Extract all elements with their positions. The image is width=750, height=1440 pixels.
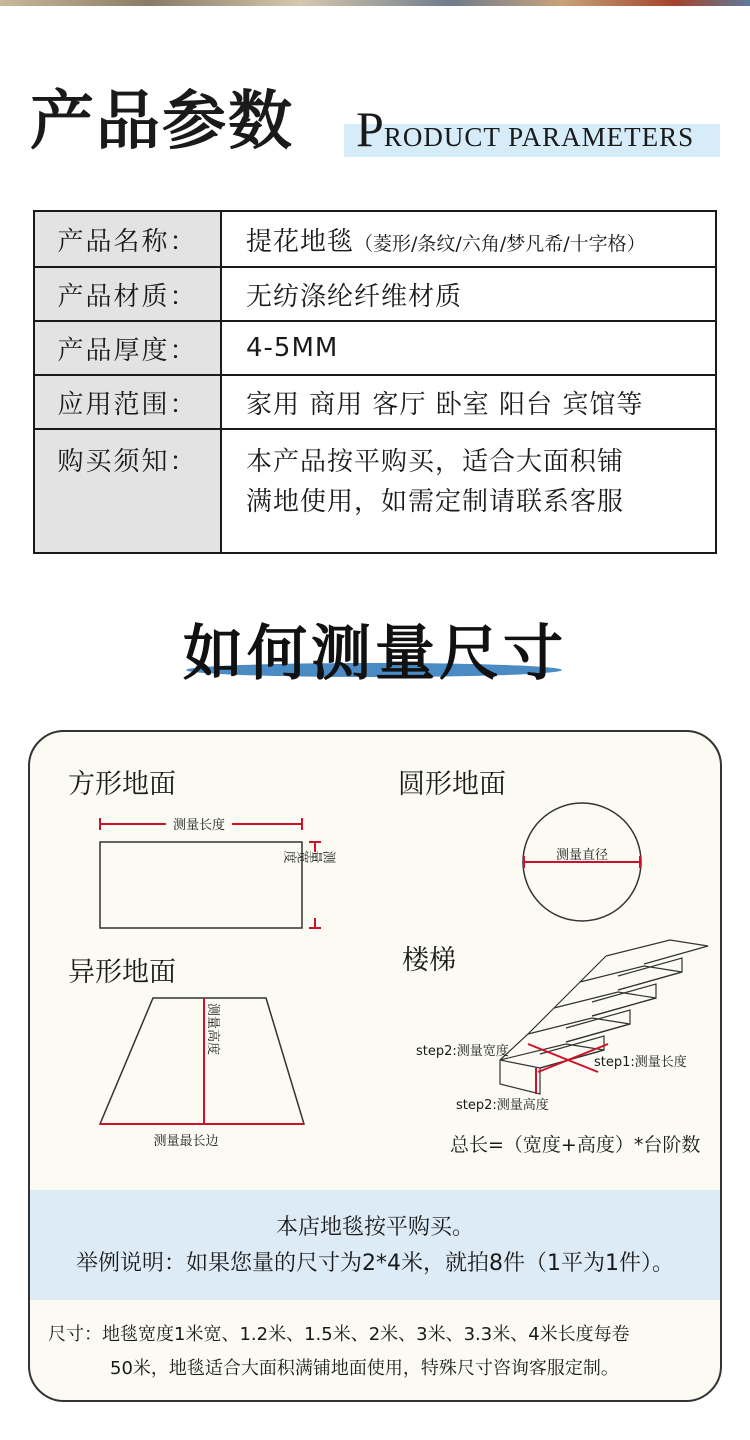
stairs-title: 楼梯 <box>402 945 456 976</box>
param-value <box>221 429 716 553</box>
param-row-thickness <box>34 321 716 375</box>
param-label: 产品厚度： <box>34 321 221 375</box>
size-info-line1: 尺寸：地毯宽度1米宽、1.2米、1.5米、2米、3米、3.3米、4米长度每卷 <box>48 1324 630 1345</box>
purchase-note-line2: 举例说明：如果您量的尺寸为2*4米，就拍8件（1平为1件）。 <box>76 1251 674 1276</box>
diameter-label: 测量直径 <box>555 848 609 863</box>
stair-riser-1 <box>500 1060 540 1094</box>
purchase-note-band <box>30 1190 720 1300</box>
irregular-diagram <box>100 998 304 1149</box>
param-value: 无纺涤纶纤维材质 <box>221 267 716 321</box>
param-label: 购买须知： <box>34 429 221 553</box>
stairs-formula: 总长=（宽度+高度）*台阶数 <box>450 1134 701 1156</box>
param-value: 4-5MM <box>221 321 716 375</box>
param-row-notice <box>34 429 716 553</box>
section-title-params: 产品参数 <box>30 84 294 159</box>
section-title-measure: 如何测量尺寸 <box>183 619 567 689</box>
stair-side <box>500 956 606 1060</box>
round-diagram <box>523 803 641 921</box>
square-shape <box>100 842 302 928</box>
title-en-rest: RODUCT PARAMETERS <box>383 122 695 152</box>
stairs-diagram <box>500 940 708 1094</box>
purchase-note-line1: 本店地毯按平购买。 <box>275 1215 474 1240</box>
param-value-line2: 满地使用，如需定制请联系客服 <box>246 487 625 517</box>
param-value <box>221 211 716 267</box>
width-label: 测量宽度 <box>284 847 336 863</box>
base-label: 测量最长边 <box>153 1134 219 1149</box>
length-label: 测量长度 <box>172 818 226 833</box>
param-value-main: 提花地毯 <box>246 226 355 257</box>
param-value-line1: 本产品按平购买，适合大面积铺 <box>246 447 625 477</box>
measure-card <box>28 730 722 1402</box>
section-title-params-en <box>356 96 694 162</box>
param-row-material <box>34 267 716 321</box>
param-row-name <box>34 211 716 267</box>
square-diagram <box>100 815 336 928</box>
square-floor-title: 方形地面 <box>68 769 176 800</box>
param-label: 产品名称： <box>34 211 221 267</box>
round-floor-title: 圆形地面 <box>398 769 506 800</box>
param-row-usage <box>34 375 716 429</box>
param-value: 家用 商用 客厅 卧室 阳台 宾馆等 <box>221 375 716 429</box>
param-label: 应用范围： <box>34 375 221 429</box>
measure-diagrams <box>30 732 720 1192</box>
height-label: 测量高度 <box>205 1002 220 1056</box>
title-en-initial: P <box>356 101 384 157</box>
stair-width-label: step2:测量宽度 <box>416 1044 509 1059</box>
size-info-line2: 50米，地毯适合大面积满铺地面使用，特殊尺寸咨询客服定制。 <box>110 1358 619 1379</box>
param-label: 产品材质： <box>34 267 221 321</box>
stair-height-label: step2:测量高度 <box>456 1098 549 1113</box>
params-table <box>33 210 717 554</box>
stair-step-5 <box>606 940 708 964</box>
stair-length-label: step1:测量长度 <box>594 1055 687 1070</box>
irregular-floor-title: 异形地面 <box>68 957 176 988</box>
top-image-strip <box>0 0 750 6</box>
trapezoid-shape <box>100 998 304 1124</box>
param-value-note: （菱形/条纹/六角/梦凡希/十字格） <box>354 232 646 255</box>
